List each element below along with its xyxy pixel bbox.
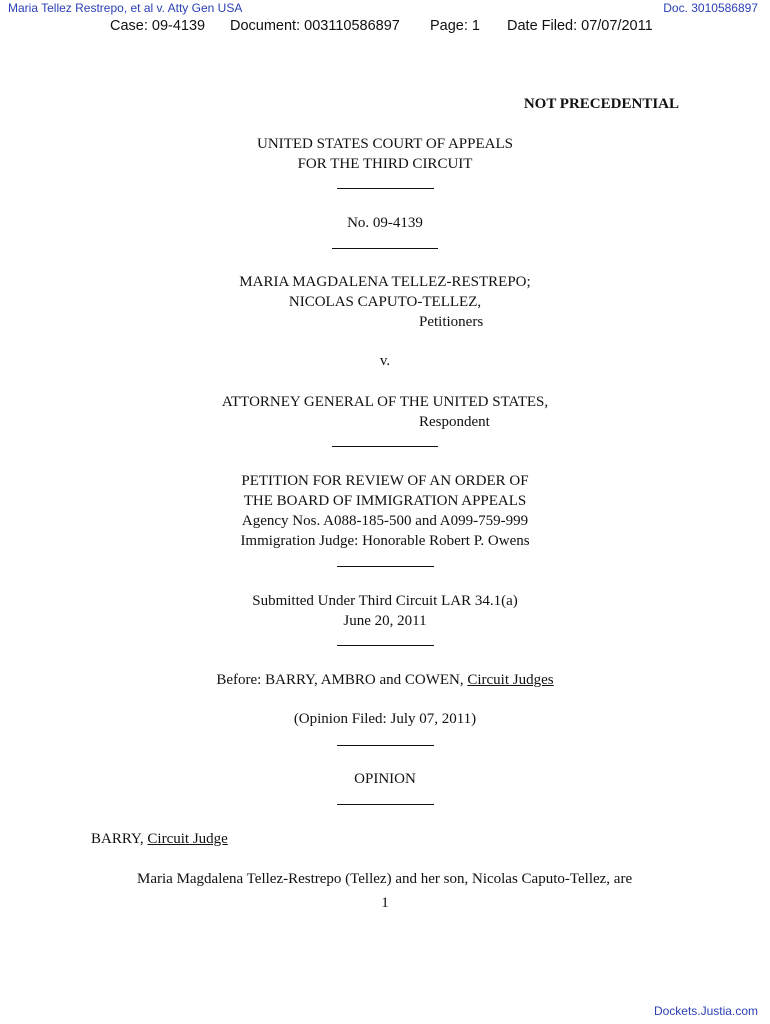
opinion-heading: OPINION <box>354 771 416 787</box>
before-judges-names: Before: BARRY, AMBRO and COWEN, <box>216 672 468 688</box>
respondent-label: Respondent <box>419 414 490 430</box>
before-judges <box>0 670 770 690</box>
petition-line-2: THE BOARD OF IMMIGRATION APPEALS <box>243 493 527 509</box>
opinion-body-first-line: Maria Magdalena Tellez-Restrepo (Tellez) and her son, Nicolas Caputo-Tellez, are <box>137 871 633 887</box>
filing-document: Document: 003110586897 <box>230 18 400 34</box>
petitioner-1: MARIA MAGDALENA TELLEZ-RESTREPO; <box>239 274 531 290</box>
immigration-judge: Immigration Judge: Honorable Robert P. Owens <box>240 533 530 549</box>
filing-case: Case: 09-4139 <box>110 18 206 34</box>
case-title-link[interactable]: Maria Tellez Restrepo, et al v. Atty Gen USA <box>8 1 243 15</box>
separator-rule <box>332 446 438 447</box>
separator-rule <box>332 248 438 249</box>
court-name-line1: UNITED STATES COURT OF APPEALS <box>257 136 513 152</box>
separator-rule <box>337 566 434 567</box>
separator-rule <box>337 804 434 805</box>
agency-numbers: Agency Nos. A088-185-500 and A099-759-999 <box>241 513 529 529</box>
separator-rule <box>337 188 434 189</box>
opinion-author <box>91 829 228 849</box>
separator-rule <box>337 645 434 646</box>
before-judges-title: Circuit Judges <box>467 672 554 688</box>
petitioners-label: Petitioners <box>419 314 484 330</box>
docket-number: No. 09-4139 <box>347 215 423 231</box>
page-number: 1 <box>381 895 389 911</box>
respondent: ATTORNEY GENERAL OF THE UNITED STATES, <box>221 394 549 410</box>
opinion-author-name: BARRY, <box>91 831 148 847</box>
opinion-author-title: Circuit Judge <box>147 831 228 847</box>
petition-line-1: PETITION FOR REVIEW OF AN ORDER OF <box>241 473 529 489</box>
petitioner-2: NICOLAS CAPUTO-TELLEZ, <box>288 294 482 310</box>
versus: v. <box>379 353 391 369</box>
separator-rule <box>337 745 434 746</box>
justia-footer-link[interactable]: Dockets.Justia.com <box>653 1004 758 1018</box>
submitted-date: June 20, 2011 <box>343 613 427 629</box>
filing-date: Date Filed: 07/07/2011 <box>507 18 653 34</box>
court-name-line2: FOR THE THIRD CIRCUIT <box>297 156 473 172</box>
precedential-status: NOT PRECEDENTIAL <box>523 96 679 112</box>
opinion-filed-date: (Opinion Filed: July 07, 2011) <box>293 711 477 727</box>
doc-number-link[interactable]: Doc. 3010586897 <box>663 1 758 15</box>
submitted-under: Submitted Under Third Circuit LAR 34.1(a) <box>252 593 518 609</box>
filing-page: Page: 1 <box>430 18 480 34</box>
